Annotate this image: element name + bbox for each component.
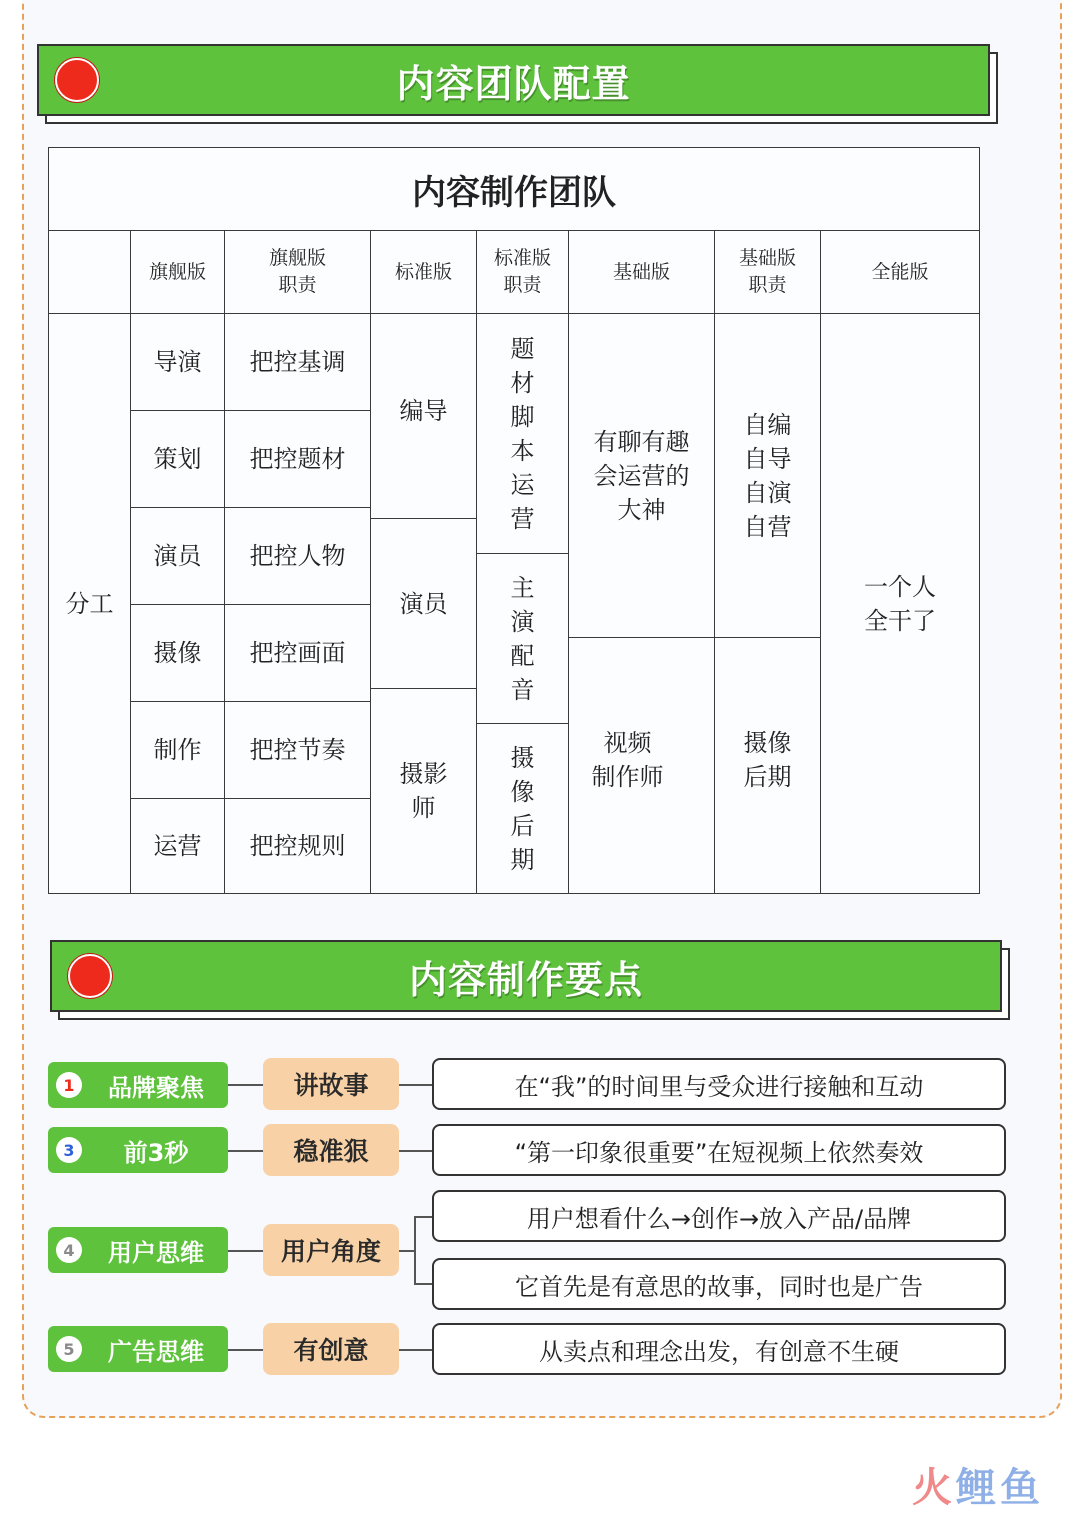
point-desc: 它首先是有意思的故事，同时也是广告 xyxy=(432,1258,1006,1310)
flagship-role: 策划 xyxy=(130,410,225,508)
connector-line xyxy=(414,1283,433,1285)
header-standard: 标准版 xyxy=(370,230,477,314)
header-allround: 全能版 xyxy=(820,230,980,314)
point-label-text: 前3秒 xyxy=(123,1138,189,1167)
point-desc: 在“我”的时间里与受众进行接触和互动 xyxy=(432,1058,1006,1110)
bracket-line xyxy=(414,1216,416,1284)
point-label-text: 用户思维 xyxy=(108,1238,204,1267)
standard-duty: 主 演 配 音 xyxy=(476,553,569,724)
point-tag: 稳准狠 xyxy=(263,1124,399,1176)
basic-duty: 摄像 后期 xyxy=(714,637,821,894)
number-badge: 1 xyxy=(56,1072,82,1098)
header-standard-duty: 标准版 职责 xyxy=(476,230,569,314)
standard-duty: 摄 像 后 期 xyxy=(476,723,569,894)
standard-duty: 题 材 脚 本 运 营 xyxy=(476,313,569,554)
point-label-text: 品牌聚焦 xyxy=(108,1073,204,1102)
standard-role: 演员 xyxy=(370,518,477,689)
connector-line xyxy=(399,1084,433,1086)
flagship-duty: 把控节奏 xyxy=(224,701,371,799)
watermark-logo xyxy=(912,1466,1040,1510)
connector-line xyxy=(228,1150,264,1152)
point-tag: 用户角度 xyxy=(263,1224,399,1276)
red-dot-icon xyxy=(55,58,99,102)
logo-char: 鱼 xyxy=(1000,1465,1040,1511)
flagship-duty: 把控规则 xyxy=(224,798,371,894)
basic-role: 视频 制作师 xyxy=(568,637,715,894)
flagship-duty: 把控人物 xyxy=(224,507,371,605)
table-title: 内容制作团队 xyxy=(48,147,980,231)
flagship-role: 导演 xyxy=(130,313,225,411)
logo-char: 火 xyxy=(912,1465,952,1511)
flagship-duty: 把控题材 xyxy=(224,410,371,508)
connector-line xyxy=(399,1150,433,1152)
point-label xyxy=(48,1127,228,1173)
point-desc: 从卖点和理念出发，有创意不生硬 xyxy=(432,1323,1006,1375)
standard-role: 编导 xyxy=(370,313,477,519)
flagship-role: 演员 xyxy=(130,507,225,605)
banner-bar xyxy=(50,940,1002,1012)
section-banner-team xyxy=(37,44,990,116)
basic-duty: 自编 自导 自演 自营 xyxy=(714,313,821,638)
team-table xyxy=(48,147,980,894)
section-title: 内容制作要点 xyxy=(408,957,643,1002)
header-flagship-duty: 旗舰版 职责 xyxy=(224,230,371,314)
point-label xyxy=(48,1062,228,1108)
basic-role: 有聊有趣 会运营的 大神 xyxy=(568,313,715,638)
header-flagship: 旗舰版 xyxy=(130,230,225,314)
number-badge: 3 xyxy=(56,1137,82,1163)
flagship-role: 运营 xyxy=(130,798,225,894)
point-label xyxy=(48,1227,228,1273)
connector-line xyxy=(228,1250,264,1252)
red-dot-icon xyxy=(68,954,112,998)
point-tag: 讲故事 xyxy=(263,1058,399,1110)
allround-role: 一个人 全干了 xyxy=(820,313,980,894)
connector-line xyxy=(399,1349,433,1351)
flagship-role: 制作 xyxy=(130,701,225,799)
flagship-duty: 把控基调 xyxy=(224,313,371,411)
connector-line xyxy=(399,1250,415,1252)
point-tag: 有创意 xyxy=(263,1323,399,1375)
section-title: 内容团队配置 xyxy=(396,61,631,106)
point-label-text: 广告思维 xyxy=(108,1337,204,1366)
flagship-role: 摄像 xyxy=(130,604,225,702)
logo-char: 鲤 xyxy=(956,1465,996,1511)
number-badge: 5 xyxy=(56,1336,82,1362)
connector-line xyxy=(414,1216,433,1218)
point-desc: 用户想看什么→创作→放入产品/品牌 xyxy=(432,1190,1006,1242)
header-empty xyxy=(48,230,131,314)
number-badge: 4 xyxy=(56,1237,82,1263)
point-label xyxy=(48,1326,228,1372)
connector-line xyxy=(228,1349,264,1351)
flagship-duty: 把控画面 xyxy=(224,604,371,702)
standard-role: 摄影 师 xyxy=(370,688,477,894)
connector-line xyxy=(228,1084,264,1086)
point-desc: “第一印象很重要”在短视频上依然奏效 xyxy=(432,1124,1006,1176)
section-banner-points xyxy=(50,940,1002,1012)
banner-bar xyxy=(37,44,990,116)
header-basic: 基础版 xyxy=(568,230,715,314)
row-label: 分工 xyxy=(48,313,131,894)
header-basic-duty: 基础版 职责 xyxy=(714,230,821,314)
